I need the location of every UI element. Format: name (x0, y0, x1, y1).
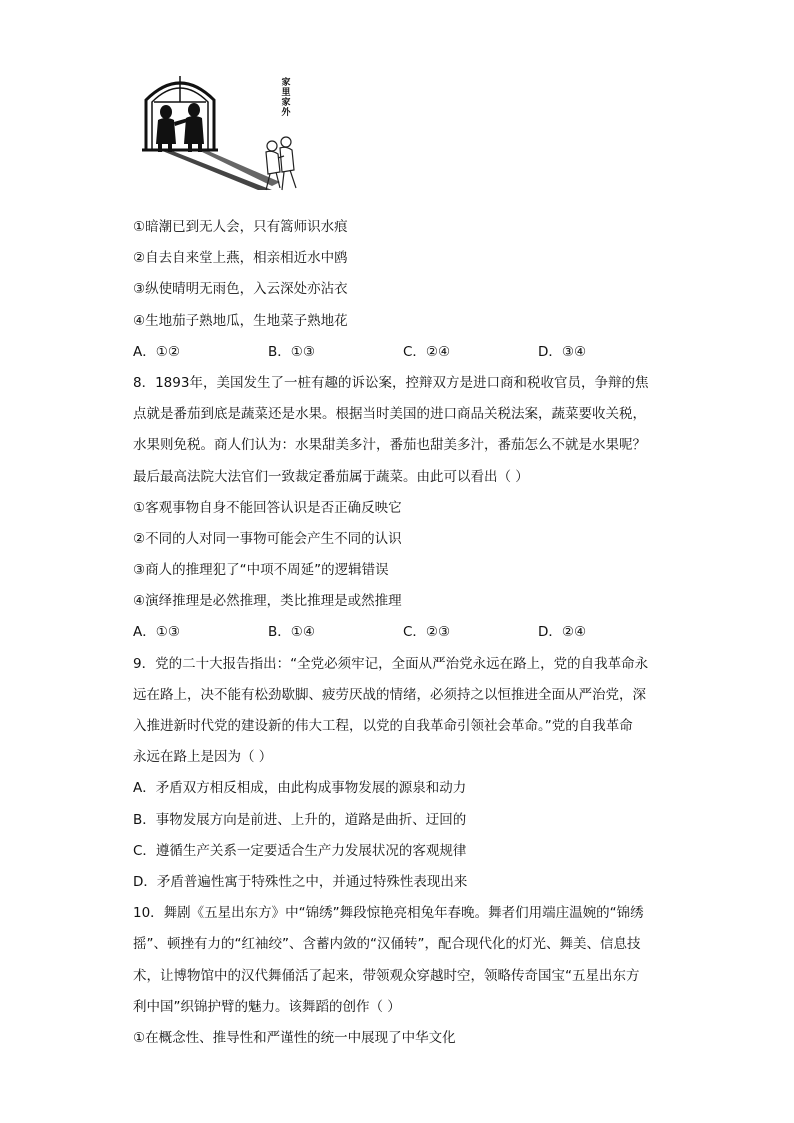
q8-stem-line: 最后最高法院大法官们一致裁定番茄属于蔬菜。由此可以看出（ ） (133, 468, 529, 485)
q8-stem-line: 点就是番茄到底是蔬菜还是水果。根据当时美国的进口商品关税法案，蔬菜要收关税， (133, 406, 646, 423)
q7-option-a[interactable]: A．①② (133, 343, 180, 360)
q9-stem-line: 9．党的二十大报告指出：“全党必须牢记，全面从严治党永远在路上，党的自我革命永 (133, 655, 649, 672)
q9-option-c[interactable]: C．遵循生产关系一定要适合生产力发展状况的客观规律 (133, 842, 467, 859)
q9-stem-line: 远在路上，决不能有松劲歇脚、疲劳厌战的情绪，必须持之以恒推进全面从严治党，深 (133, 686, 646, 703)
cartoon-caption: 家 里 家 外 (281, 78, 291, 118)
question-text (133, 212, 673, 1054)
q9-option-b[interactable]: B．事物发展方向是前进、上升的，道路是曲折、迂回的 (133, 811, 467, 828)
q8-stem-line: 水果则免税。商人们认为：水果甜美多汁，番茄也甜美多汁，番茄怎么不就是水果呢？ (133, 437, 646, 454)
q8-stem-line: 8．1893年，美国发生了一桩有趣的诉讼案，控辩双方是进口商和税收官员，争辩的焦 (133, 374, 649, 391)
q10-stem-line: 术，让博物馆中的汉代舞俑活了起来，带领观众穿越时空，领略传奇国宝“五星出东方 (133, 967, 640, 984)
q7-option-d[interactable]: D．③④ (538, 343, 587, 360)
q8-option-d[interactable]: D．②④ (538, 624, 587, 641)
q7-item-4: ④生地茄子熟地瓜，生地菜子熟地花 (133, 312, 348, 329)
q7-option-b[interactable]: B．①③ (268, 343, 315, 360)
q9-stem-line: 永远在路上是因为（ ） (133, 749, 273, 766)
q9-option-a[interactable]: A．矛盾双方相反相成，由此构成事物发展的源泉和动力 (133, 780, 467, 797)
q9-option-d[interactable]: D．矛盾普遍性寓于特殊性之中，并通过特殊性表现出来 (133, 873, 468, 890)
q8-option-c[interactable]: C．②③ (403, 624, 451, 641)
q10-item-1: ①在概念性、推导性和严谨性的统一中展现了中华文化 (133, 1029, 456, 1046)
q7-item-1: ①暗潮已到无人会，只有篙师识水痕 (133, 219, 348, 235)
q7-item-3: ③纵使晴明无雨色，入云深处亦沾衣 (133, 281, 348, 298)
q8-options (133, 617, 673, 648)
q10-stem-line: 10．舞剧《五星出东方》中“锦绣”舞段惊艳亮相兔年春晚。舞者们用端庄温婉的“锦绣 (133, 905, 644, 922)
q7-item-2: ②自去自来堂上燕，相亲相近水中鸥 (133, 250, 348, 267)
q8-item-2: ②不同的人对同一事物可能会产生不同的认识 (133, 530, 402, 547)
q8-option-a[interactable]: A．①③ (133, 624, 180, 641)
q7-option-c[interactable]: C．②④ (403, 343, 451, 360)
q8-option-b[interactable]: B．①④ (268, 624, 315, 641)
q10-stem-line: 利中国”织锦护臂的魅力。该舞蹈的创作（ ） (133, 998, 401, 1015)
q8-item-3: ③商人的推理犯了“中项不周延”的逻辑错误 (133, 562, 389, 579)
q7-options (133, 337, 673, 368)
q8-item-1: ①客观事物自身不能回答认识是否正确反映它 (133, 499, 402, 516)
q9-stem-line: 入推进新时代党的建设新的伟大工程，以党的自我革命引领社会革命。”党的自我革命 (133, 718, 633, 734)
q10-stem-line: 摇”、顿挫有力的“红袖绞”、含蓄内敛的“汉俑转”，配合现代化的灯光、舞美、信息技 (133, 936, 641, 953)
q8-item-4: ④演绎推理是必然推理，类比推理是或然推理 (133, 593, 402, 610)
